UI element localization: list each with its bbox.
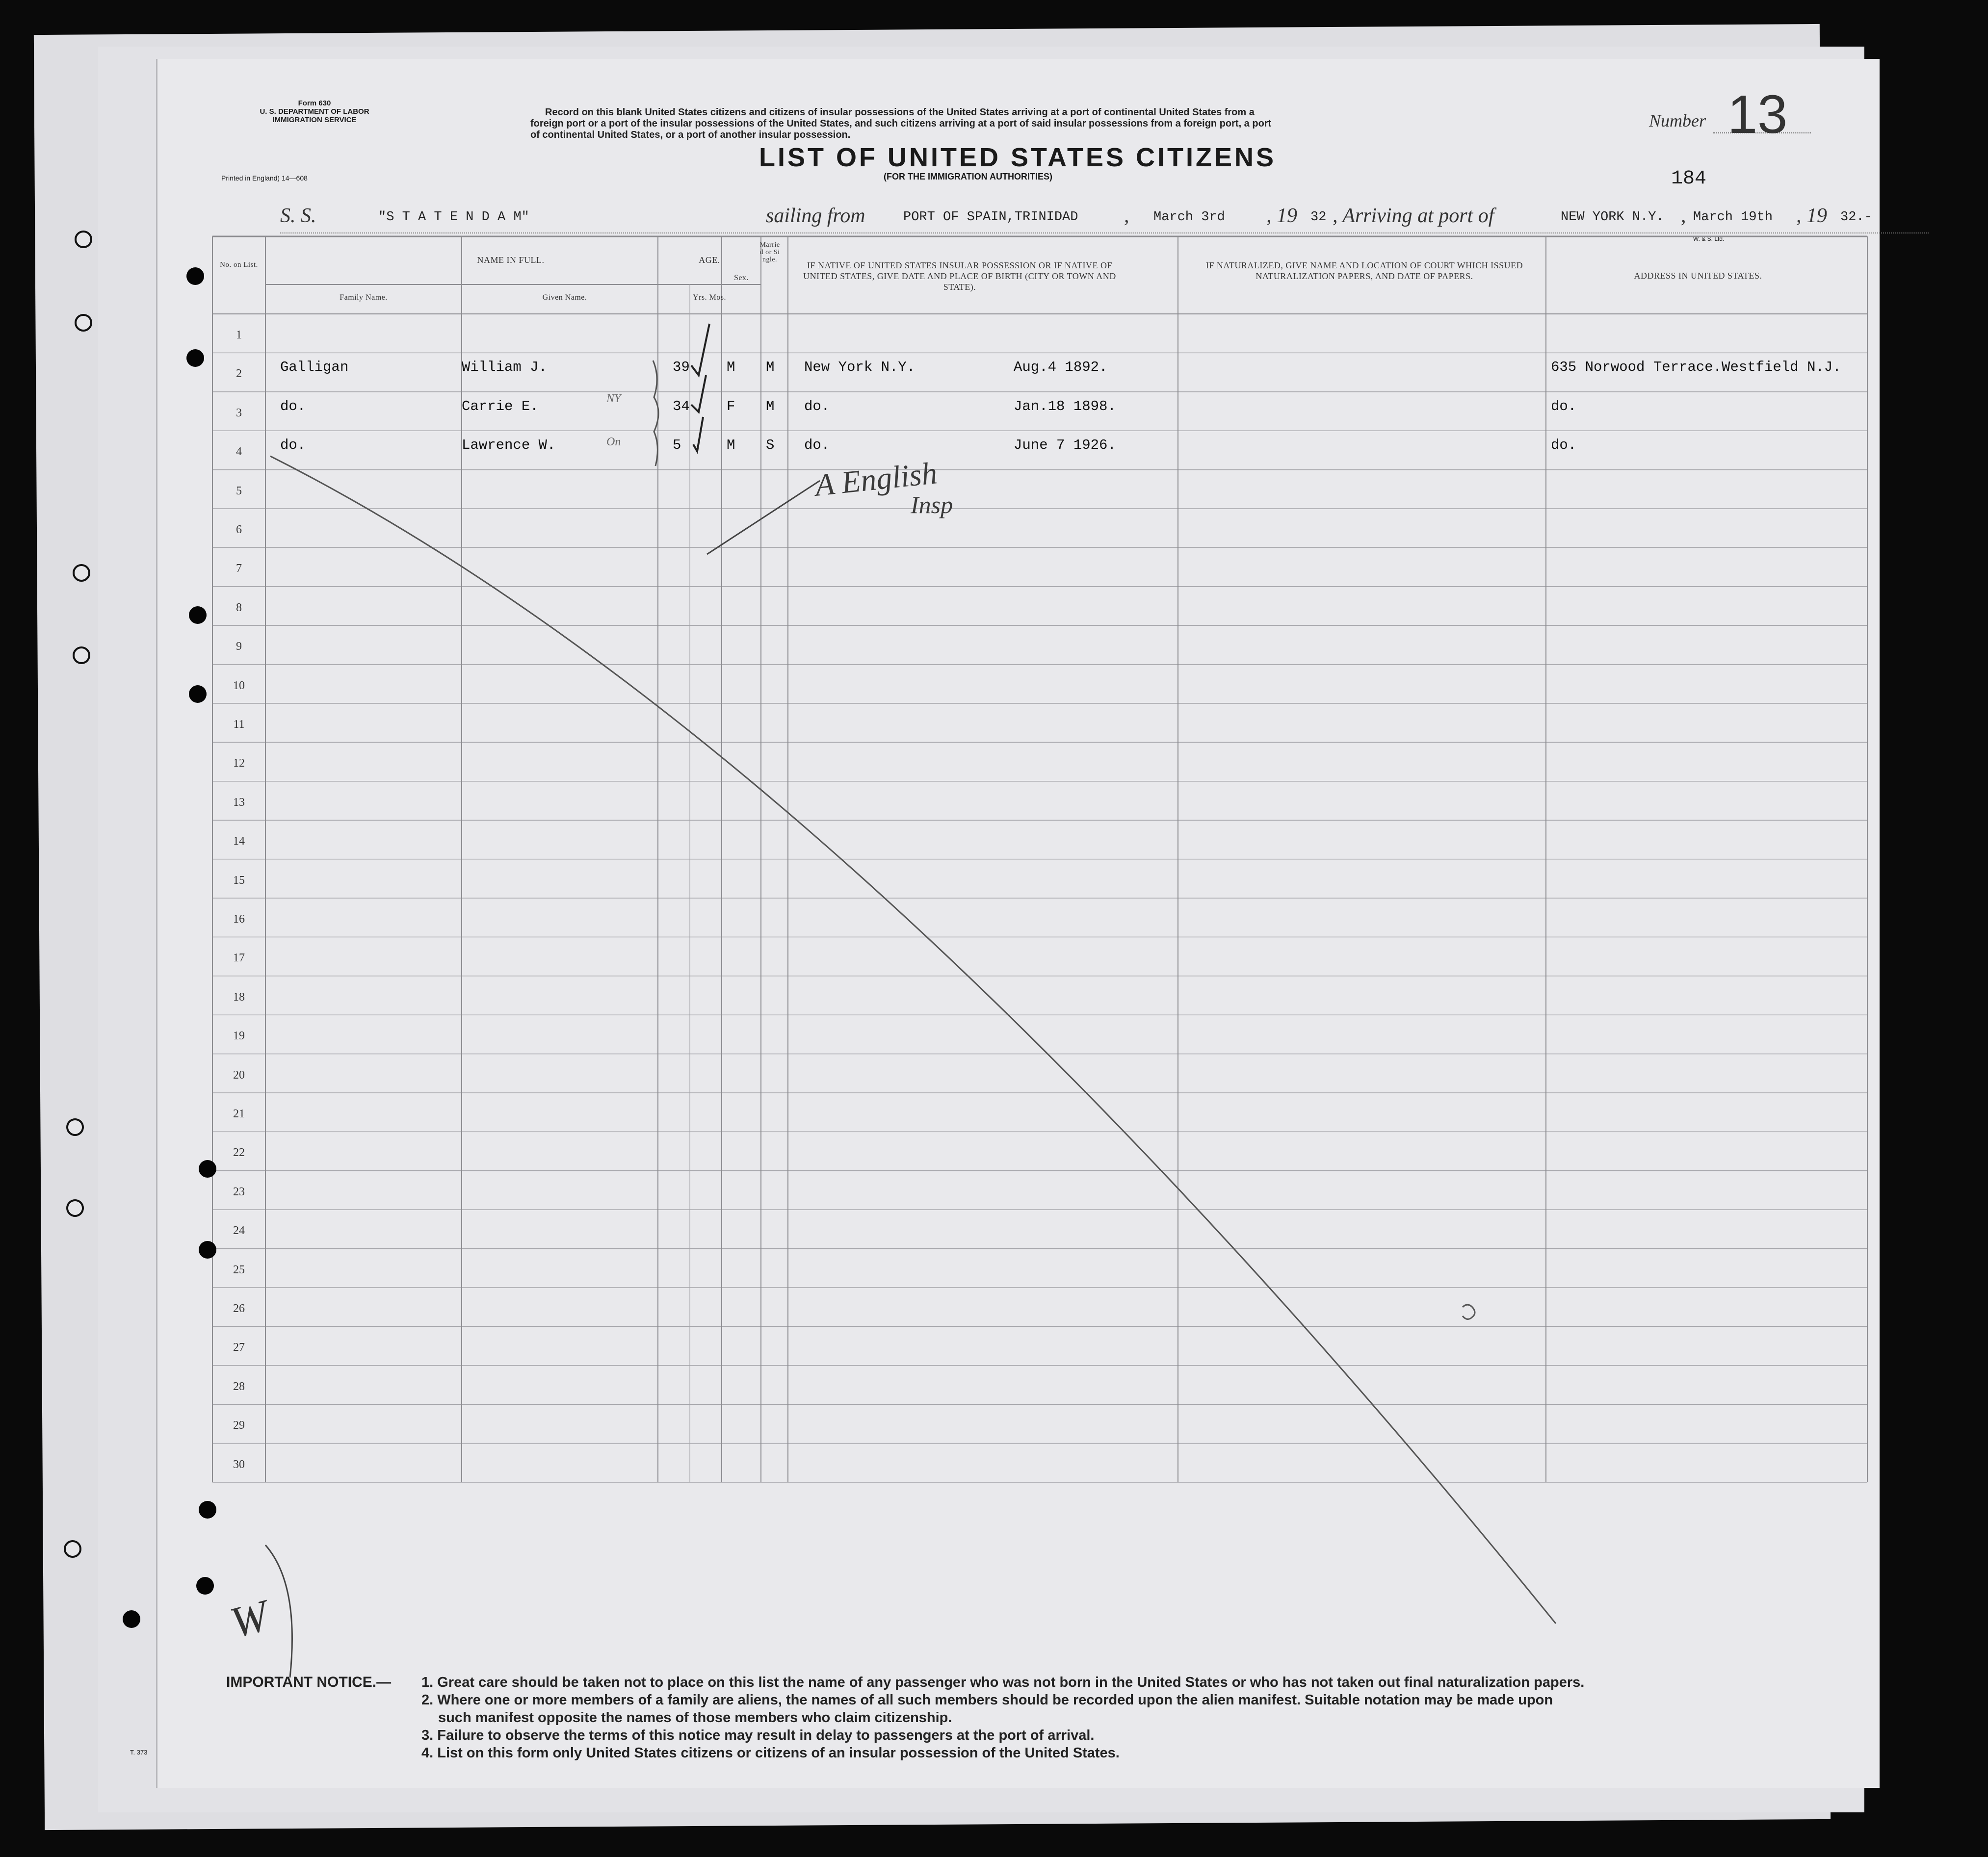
- departure-date: March 3rd: [1153, 210, 1225, 225]
- row-number: 5: [236, 484, 242, 497]
- birthplace: do.: [804, 398, 830, 414]
- row-number: 20: [233, 1068, 245, 1082]
- punch-hole: [73, 564, 90, 582]
- row-number: 2: [236, 367, 242, 381]
- notice-item: 2. Where one or more members of a family are aliens, the names of all such members should be recorded upon the alien manifest. Suitable notation may be made upon: [421, 1692, 1553, 1708]
- manifest-sheet: [156, 59, 1880, 1788]
- marital-status: M: [766, 398, 775, 414]
- row-number: 21: [233, 1108, 245, 1120]
- punch-hole: [199, 1501, 216, 1519]
- notice-heading: IMPORTANT NOTICE.—: [226, 1674, 392, 1690]
- notice-item: 4. List on this form only United States citizens or citizens of an insular possession of the United States.: [421, 1745, 1120, 1761]
- arriving-label: , Arriving at port of: [1333, 205, 1494, 227]
- header-name-in-full: NAME IN FULL.: [477, 255, 545, 265]
- punch-hole: [64, 1540, 81, 1558]
- sep: ,: [1124, 205, 1129, 227]
- printed-note: Printed in England) 14—608: [221, 174, 308, 182]
- sep: , 19: [1266, 205, 1297, 227]
- birthdate: June 7 1926.: [1014, 437, 1116, 453]
- header-naturalized: IF NATURALIZED, GIVE NAME AND LOCATION OF COURT WHICH ISSUED NATURALIZATION PAPERS, AND DATE OF PAPERS.: [1205, 260, 1523, 281]
- punch-hole: [73, 646, 90, 664]
- notice-item: 3. Failure to observe the terms of this notice may result in delay to passengers at the port of arrival.: [421, 1728, 1095, 1743]
- row-number: 24: [233, 1224, 245, 1238]
- sailing-from-label: sailing from: [766, 205, 865, 227]
- address: do.: [1551, 437, 1577, 453]
- birthdate: Aug.4 1892.: [1014, 359, 1108, 375]
- punch-hole: [199, 1160, 216, 1178]
- row-number: 25: [233, 1263, 245, 1276]
- birthdate: Jan.18 1898.: [1014, 398, 1116, 414]
- row-number: 13: [233, 796, 245, 809]
- departure-port: PORT OF SPAIN,TRINIDAD: [903, 210, 1078, 225]
- row-number: 30: [233, 1458, 245, 1471]
- header-birth: IF NATIVE OF UNITED STATES INSULAR POSSESSION OR IF NATIVE OF UNITED STATES, GIVE DATE AND PLACE OF BIRTH (CITY OR TOWN AND STATE).: [803, 260, 1116, 292]
- punch-hole: [66, 1118, 84, 1136]
- checkmark: [691, 375, 706, 412]
- instruction-line: of continental United States, or a port of another insular possession.: [530, 129, 851, 140]
- row-number: 16: [233, 913, 245, 926]
- inspector-title: Insp: [911, 491, 953, 518]
- address: do.: [1551, 398, 1577, 414]
- notice-item: such manifest opposite the names of those members who claim citizenship.: [438, 1710, 952, 1726]
- service: IMMIGRATION SERVICE: [272, 116, 357, 124]
- punch-hole: [186, 267, 204, 285]
- row-number: 10: [233, 679, 245, 692]
- row-number: 23: [233, 1185, 245, 1198]
- row-number: 15: [233, 874, 245, 887]
- row-number: 18: [233, 990, 245, 1004]
- age: 5: [673, 437, 681, 453]
- punch-hole: [75, 314, 92, 332]
- form-number: Form 630: [298, 99, 331, 107]
- given-name: Lawrence W.: [462, 437, 556, 453]
- arrival-year: 32.-: [1840, 210, 1872, 225]
- punch-hole: [66, 1199, 84, 1217]
- scribble-mark: [1463, 1305, 1475, 1319]
- address: 635 Norwood Terrace.Westfield N.J.: [1551, 359, 1841, 375]
- instruction-line: foreign port or a port of the insular possessions of the United States, and such citizens arriving at a port of said insular possessions from a foreign port, a port: [530, 118, 1272, 129]
- age: 39: [673, 359, 690, 375]
- punch-hole: [189, 685, 207, 703]
- header-married: Married or Single.: [759, 241, 780, 263]
- ss-label: S. S.: [280, 205, 316, 227]
- number-label: Number: [1649, 111, 1706, 130]
- row-number: 26: [233, 1302, 245, 1315]
- ship-name: "S T A T E N D A M": [378, 210, 529, 225]
- row-number: 12: [233, 757, 245, 770]
- checkmark: [693, 417, 703, 451]
- punch-hole: [123, 1610, 140, 1628]
- given-name: Carrie E.: [462, 398, 539, 414]
- header-no: No. on List.: [220, 261, 258, 269]
- header-age: AGE.: [699, 255, 720, 265]
- birthplace: New York N.Y.: [804, 359, 916, 375]
- punch-hole: [196, 1577, 214, 1595]
- punch-hole: [199, 1241, 216, 1259]
- row-number: 11: [233, 718, 245, 731]
- header-address: ADDRESS IN UNITED STATES.: [1634, 271, 1762, 281]
- row-number: 29: [233, 1419, 245, 1432]
- family-name: Galligan: [280, 359, 349, 375]
- row-number: 1: [236, 329, 242, 341]
- row-number: 3: [236, 406, 242, 419]
- punch-hole: [75, 231, 92, 248]
- header-family-name: Family Name.: [340, 293, 388, 302]
- birthplace: do.: [804, 437, 830, 453]
- list-number: 13: [1727, 84, 1788, 145]
- printer-mark: W. & S. Ltd.: [1693, 235, 1725, 242]
- header-sex: Sex.: [734, 274, 749, 282]
- row-number: 6: [236, 523, 242, 536]
- margin-circle: [265, 1545, 292, 1677]
- sex: F: [727, 398, 735, 414]
- row-number: 7: [236, 562, 242, 575]
- sex: M: [727, 359, 735, 375]
- arrival-port: NEW YORK N.Y.: [1561, 210, 1664, 225]
- marital-status: S: [766, 437, 775, 453]
- checkmark: [691, 324, 709, 375]
- family-name: do.: [280, 437, 306, 453]
- row-number: 14: [233, 835, 245, 848]
- sheet-number: 184: [1671, 168, 1707, 190]
- tick-stroke: [707, 481, 820, 554]
- sep: , 19: [1796, 205, 1827, 227]
- family-name: do.: [280, 398, 306, 414]
- row-number: 22: [233, 1146, 245, 1160]
- given-name: William J.: [462, 359, 548, 375]
- row-number: 19: [233, 1030, 245, 1043]
- row-number: 9: [236, 640, 242, 653]
- margin-mark: W: [225, 1591, 274, 1648]
- handwritten-note: NY: [606, 392, 621, 405]
- important-notice: [226, 1674, 1875, 1762]
- departure-year: 32: [1310, 210, 1327, 225]
- row-number: 4: [236, 445, 242, 459]
- row-number: 8: [236, 601, 242, 614]
- marital-status: M: [766, 359, 775, 375]
- sex: M: [727, 437, 735, 453]
- punch-hole: [186, 349, 204, 367]
- instruction-line: Record on this blank United States citizens and citizens of insular possessions of the United States arriving at a port of continental United States from a: [545, 107, 1255, 118]
- page-subtitle: (FOR THE IMMIGRATION AUTHORITIES): [884, 172, 1052, 181]
- footer-code: T. 373: [130, 1749, 148, 1756]
- handwritten-strokes: [157, 59, 1880, 1788]
- row-number: 17: [233, 952, 245, 965]
- page-title: LIST OF UNITED STATES CITIZENS: [759, 143, 1276, 172]
- row-number: 27: [233, 1341, 245, 1354]
- header-yrs-mos: Yrs. Mos.: [692, 293, 727, 302]
- notice-item: 1. Great care should be taken not to place on this list the name of any passenger who was not born in the United States or who has not taken out final naturalization papers.: [421, 1675, 1585, 1690]
- sep: ,: [1681, 205, 1686, 227]
- brace: [653, 361, 658, 466]
- inspector-signature: A English: [813, 455, 939, 503]
- header-given-name: Given Name.: [542, 293, 587, 302]
- department: U. S. DEPARTMENT OF LABOR: [260, 107, 369, 116]
- age: 34: [673, 398, 690, 414]
- arrival-date: March 19th: [1693, 210, 1773, 225]
- row-number: 28: [233, 1380, 245, 1393]
- punch-hole: [189, 606, 207, 624]
- handwritten-note: On: [606, 436, 621, 448]
- diagonal-cancel-line: [270, 456, 1556, 1624]
